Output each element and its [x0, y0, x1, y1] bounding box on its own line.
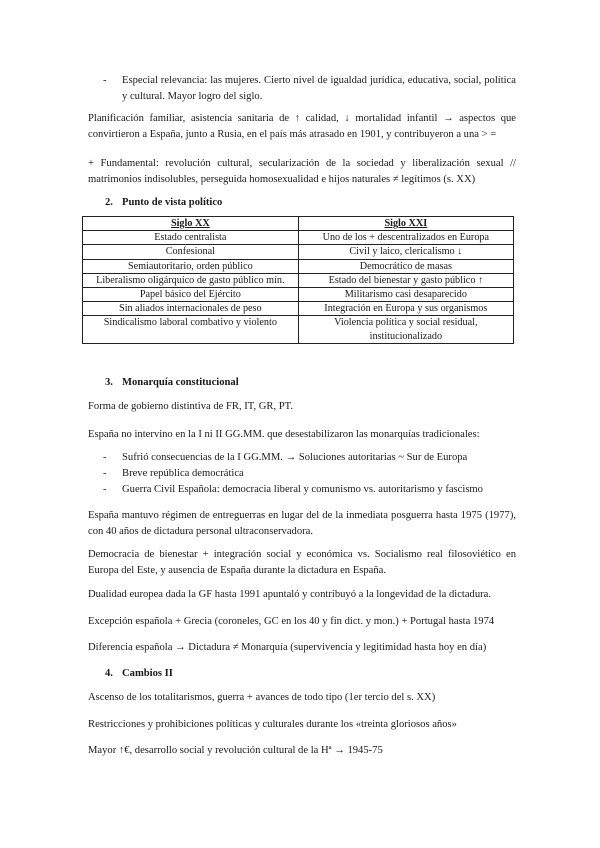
table-cell: Sin aliados internacionales de peso: [83, 302, 299, 316]
section-3-paragraph-2: España no intervino en la I ni II GG.MM. que desestabilizaron las monarquías tradicionales:: [88, 429, 480, 440]
table-cell: Semiautoritario, orden público: [83, 259, 299, 273]
section-3-number: 3.: [105, 377, 113, 388]
table-cell: Estado del bienestar y gasto público ↑: [298, 273, 513, 287]
table-cell: Violencia política y social residual, institucionalizado: [298, 316, 513, 343]
table-cell: Liberalismo oligárquico de gasto público mín.: [83, 273, 299, 287]
comparison-table: [82, 216, 514, 344]
section-3-paragraph-7: Diferencia española → Dictadura ≠ Monarquía (supervivencia y legitimidad hasta hoy en día): [88, 642, 487, 653]
section-4-title: Cambios II: [122, 668, 173, 679]
table-header-cell: Siglo XX: [83, 217, 299, 231]
section-3-paragraph-5: Dualidad europea dada la GF hasta 1991 apuntaló y contribuyó a la longevidad de la dictadura.: [88, 589, 492, 600]
section-3-title: Monarquía constitucional: [122, 377, 239, 388]
intro-paragraph-1: Planificación familiar, asistencia sanitaria de ↑ calidad, ↓ mortalidad infantil → aspectos que convirtieron a España, junto a Rusia, en el país más atrasado en 1901, y contribuyeron a una > =: [88, 113, 516, 140]
table-cell: Militarismo casi desaparecido: [298, 288, 513, 302]
table-cell: Papel básico del Ejército: [83, 288, 299, 302]
bullet-dash: -: [103, 484, 107, 495]
table-row: [83, 288, 514, 302]
list-item-text: Guerra Civil Española: democracia liberal y comunismo vs. autoritarismo y fascismo: [122, 484, 483, 495]
table-cell: Integración en Europa y sus organismos: [298, 302, 513, 316]
intro-bullet-text: Especial relevancia: las mujeres. Cierto nivel de igualdad jurídica, educativa, social, política y cultural. Mayor logro del siglo.: [122, 75, 516, 102]
table-row: [83, 259, 514, 273]
table-cell: Uno de los + descentralizados en Europa: [298, 231, 513, 245]
table-cell: Civil y laico, clericalismo ↓: [298, 245, 513, 259]
section-4-paragraph-3: Mayor ↑€, desarrollo social y revolución cultural de la Hª → 1945-75: [88, 745, 383, 756]
section-4-number: 4.: [105, 668, 113, 679]
section-3-paragraph-1: Forma de gobierno distintiva de FR, IT, GR, PT.: [88, 401, 293, 412]
section-3-paragraph-3: España mantuvo régimen de entreguerras en lugar del de la inmediata posguerra hasta 1975 (1977), con 40 años de dictadura personal ultraconservadora.: [88, 510, 516, 537]
bullet-dash: -: [103, 468, 107, 479]
table-row: [83, 245, 514, 259]
table-row: [83, 273, 514, 287]
table-row: [83, 316, 514, 343]
section-3-paragraph-4: Democracia de bienestar + integración social y económica vs. Socialismo real filosoviético en Europa del Este, y ausencia de España durante la dictadura en España.: [88, 549, 516, 576]
list-item-text: Sufrió consecuencias de la I GG.MM. → Soluciones autoritarias ~ Sur de Europa: [122, 452, 468, 463]
table-cell: Democrático de masas: [298, 259, 513, 273]
bullet-dash: -: [103, 75, 107, 86]
section-3-paragraph-6: Excepción española + Grecia (coroneles, GC en los 40 y fin dict. y mon.) + Portugal hasta 1974: [88, 616, 495, 627]
table-row: [83, 302, 514, 316]
intro-paragraph-2: + Fundamental: revolución cultural, secularización de la sociedad y liberalización sexual // matrimonios indisolubles, perseguida homosexualidad e hijos naturales ≠ legítimos (s. XX): [88, 158, 516, 185]
list-item-text: Breve república democrática: [122, 468, 244, 479]
table-cell: Confesional: [83, 245, 299, 259]
table-header-cell: Siglo XXI: [298, 217, 513, 231]
section-4-paragraph-1: Ascenso de los totalitarismos, guerra + avances de todo tipo (1er tercio del s. XX): [88, 692, 436, 703]
table-cell: Sindicalismo laboral combativo y violento: [83, 316, 299, 343]
bullet-dash: -: [103, 452, 107, 463]
table-header-row: [83, 217, 514, 231]
table-cell: Estado centralista: [83, 231, 299, 245]
section-2-number: 2.: [105, 197, 113, 208]
section-2-title: Punto de vista político: [122, 197, 223, 208]
table-row: [83, 231, 514, 245]
section-4-paragraph-2: Restricciones y prohibiciones políticas y culturales durante los «treinta gloriosos años»: [88, 719, 457, 730]
